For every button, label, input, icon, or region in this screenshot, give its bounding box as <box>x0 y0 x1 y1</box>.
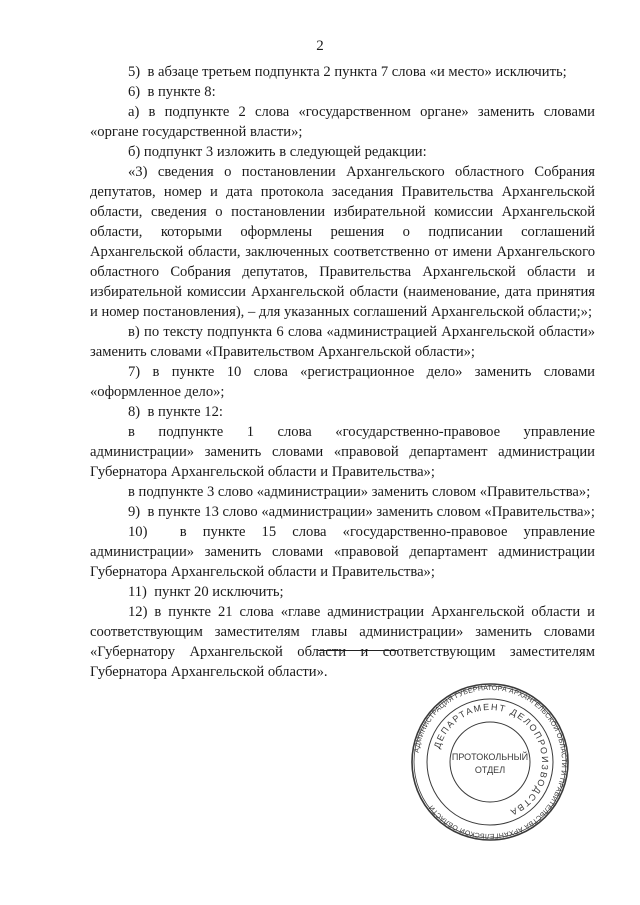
stamp-center-line2: ОТДЕЛ <box>474 765 506 775</box>
paragraph-item-8: 8) в пункте 12: <box>128 404 223 420</box>
end-separator-line <box>318 650 398 651</box>
paragraph-item-11: 11) пункт 20 исключить; <box>128 584 284 600</box>
paragraph-item-7: 7) в пункте 10 слова «регистрационное дело» заменить словами «оформленное дело»; <box>90 364 595 400</box>
paragraph-subitem-a: а) в подпункте 2 слова «государственном органе» заменить словами «органе государственной власти»; <box>90 104 595 140</box>
paragraph-item-9: 9) в пункте 13 слово «администрации» заменить словом «Правительства»; <box>128 504 595 520</box>
paragraph-item-12: 12) в пункте 21 слова «главе администрации Архангельской области и соответствующим заместителям главы администрации» заменить словами «Губернатору Архангельской области и соответствующим заместителям Губернатора Архангельской области». <box>90 604 595 680</box>
paragraph-subitem-b: б) подпункт 3 изложить в следующей редакции: <box>128 144 427 160</box>
stamp-inner-text: ДЕПАРТАМЕНТ ДЕЛОПРОИЗВОДСТВА <box>431 701 551 818</box>
page-number: 2 <box>316 38 324 54</box>
stamp-center-line1: ПРОТОКОЛЬНЫЙ <box>451 752 529 762</box>
paragraph-quoted-item-3: «3) сведения о постановлении Архангельского областного Собрания депутатов, номер и дата протокола заседания Правительства Архангельской области, сведения о постановлении избирательной комиссии Архангельской области, которыми оформлены решения о подписании соглашений Архангельской области, заключенных соответственно от имени Архангельского областного Собрания депутатов, Правительства Архангельской области и избирательной комиссии Архангельской области (наименование, дата принятия и номер постановления), – для указанных соглашений Архангельской области;»; <box>90 164 595 320</box>
paragraph-subitem-v: в) по тексту подпункта 6 слова «администрацией Архангельской области» заменить словами «Правительством Архангельской области»; <box>90 324 595 360</box>
paragraph-item-5: 5) в абзаце третьем подпункта 2 пункта 7 слова «и место» исключить; <box>128 64 567 80</box>
paragraph-item-6: 6) в пункте 8: <box>128 84 216 100</box>
paragraph-item-8-sub-1: в подпункте 1 слова «государственно-правовое управление администрации» заменить словами «правовой департамент администрации Губернатора Архангельской области и Правительства»; <box>90 424 595 480</box>
official-stamp <box>410 682 570 842</box>
paragraph-item-8-sub-3: в подпункте 3 слово «администрации» заменить словом «Правительства»; <box>128 484 591 500</box>
document-body <box>90 62 595 682</box>
stamp-outer-text: АДМИНИСТРАЦИЯ ГУБЕРНАТОРА АРХАНГЕЛЬСКОЙ ОБЛАСТИ И ПРАВИТЕЛЬСТВА АРХАНГЕЛЬСКОЙ ОБЛАСТИ <box>413 684 568 840</box>
stamp-inner-ring <box>450 722 530 802</box>
stamp-middle-ring <box>427 699 553 825</box>
paragraph-item-10: 10) в пункте 15 слова «государственно-правовое управление администрации» заменить словами «правовой департамент администрации Губернатора Архангельской области и Правительства»; <box>90 524 595 580</box>
